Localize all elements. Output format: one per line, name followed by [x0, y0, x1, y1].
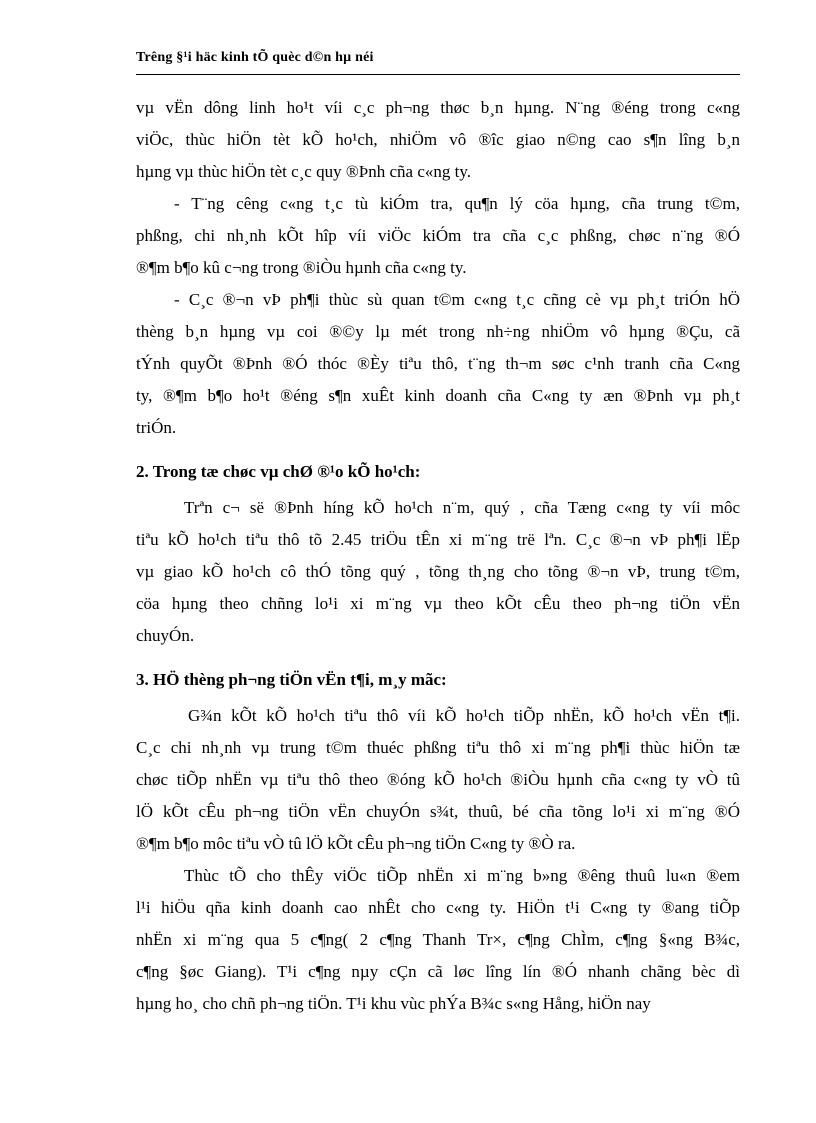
paragraph-line: cöa hµng theo chñng lo¹i xi m¨ng vµ theo kÕt cÊu theo ph¬ng tiÖn vËn — [136, 594, 740, 613]
paragraph-line: ®¶m b¶o môc tiªu vÒ tû lÖ kÕt cÊu ph¬ng tiÖn C«ng ty ®Ò ra. — [136, 834, 576, 853]
paragraph-line: viÖc, thùc hiÖn tèt kÕ ho¹ch, nhiÖm vô ®îc giao n©ng cao s¶n lîng b¸n — [136, 130, 740, 149]
section-gap — [136, 652, 740, 664]
section-gap — [136, 444, 740, 456]
paragraph-line: chøc tiÕp nhËn vµ tiªu thô theo ®óng kÕ ho¹ch ®iÒu hµnh cña c«ng ty vÒ tû — [136, 770, 740, 789]
document-body — [136, 92, 740, 1020]
page-header: Trêng §¹i häc kinh tÕ quèc d©n hµ néi — [136, 50, 374, 65]
paragraph-line: ®¶m b¶o kû c¬ng trong ®iÒu hµnh cña c«ng ty. — [136, 258, 467, 277]
section-heading: 2. Trong tæ chøc vµ chØ ®¹o kÕ ho¹ch: — [136, 462, 421, 481]
paragraph-line: thèng b¸n hµng vµ coi ®©y lµ mét trong nh÷ng nhiÖm vô hµng ®Çu, cã — [136, 322, 740, 341]
paragraph — [136, 284, 740, 444]
paragraph-line: tiªu kÕ ho¹ch tiªu thô tõ 2.45 triÖu tÊn xi m¨ng trë lªn. C¸c ®¬n vÞ ph¶i lËp — [136, 530, 740, 549]
paragraph-line: vµ vËn dông linh ho¹t víi c¸c ph¬ng thøc b¸n hµng. N¨ng ®éng trong c«ng — [136, 98, 740, 117]
paragraph-line: l¹i hiÖu qña kinh doanh cao nhÊt cho c«ng ty. HiÖn t¹i C«ng ty ®ang tiÕp — [136, 898, 740, 917]
paragraph-line: hµng vµ thùc hiÖn tèt c¸c quy ®Þnh cña c«ng ty. — [136, 162, 471, 181]
paragraph-line: tÝnh quyÕt ®Þnh ®Ó thóc ®Èy tiªu thô, t¨ng th¬m søc c¹nh tranh cña C«ng — [136, 354, 740, 373]
paragraph-line: C¸c chi nh¸nh vµ trung t©m thuéc phßng tiªu thô xi m¨ng ph¶i thùc hiÖn tæ — [136, 738, 740, 757]
paragraph-line: - C¸c ®¬n vÞ ph¶i thùc sù quan t©m c«ng t¸c cñng cè vµ ph¸t triÓn hÖ — [174, 290, 740, 309]
paragraph-line: - T¨ng cêng c«ng t¸c tù kiÓm tra, qu¶n lý cöa hµng, cña trung t©m, — [174, 194, 740, 213]
paragraph — [136, 92, 740, 188]
paragraph-line: c¶ng §øc Giang). T¹i c¶ng nµy cÇn cã løc lîng lín ®Ó nhanh chãng bèc dì — [136, 962, 740, 981]
paragraph-line: chuyÓn. — [136, 626, 195, 645]
paragraph-line: Trªn c¬ së ®Þnh híng kÕ ho¹ch n¨m, quý , cña Tæng c«ng ty víi môc — [184, 498, 740, 517]
paragraph-line: vµ giao kÕ ho¹ch cô thÓ tõng quý , tõng th¸ng cho tõng ®¬n vÞ, trung t©m, — [136, 562, 740, 581]
paragraph-line: Thùc tÕ cho thÊy viÖc tiÕp nhËn xi m¨ng b»ng ®êng thuû lu«n ®em — [184, 866, 740, 885]
header-divider — [136, 74, 740, 75]
section-heading: 3. HÖ thèng ph¬ng tiÖn vËn t¶i, m¸y mãc: — [136, 670, 447, 689]
paragraph — [136, 188, 740, 284]
paragraph — [136, 492, 740, 652]
paragraph-line: G¾n kÕt kÕ ho¹ch tiªu thô víi kÕ ho¹ch tiÕp nhËn, kÕ ho¹ch vËn t¶i. — [188, 706, 740, 725]
paragraph-line: phßng, chi nh¸nh kÕt hîp víi viÖc kiÓm tra cña c¸c phßng, chøc n¨ng ®Ó — [136, 226, 740, 245]
paragraph-line: ty, ®¶m b¶o ho¹t ®éng s¶n xuÊt kinh doanh cña C«ng ty æn ®Þnh vµ ph¸t — [136, 386, 740, 405]
paragraph — [136, 860, 740, 1020]
paragraph-line: triÓn. — [136, 418, 177, 437]
paragraph-line: hµng ho¸ cho chñ ph¬ng tiÖn. T¹i khu vùc phÝa B¾c s«ng Hång, hiÖn nay — [136, 994, 651, 1013]
paragraph-line: nhËn xi m¨ng qua 5 c¶ng( 2 c¶ng Thanh Tr×, c¶ng ChÌm, c¶ng §«ng B¾c, — [136, 930, 740, 949]
paragraph-line: lÖ kÕt cÊu ph¬ng tiÖn vËn chuyÓn s¾t, thuû, bé cña tõng lo¹i xi m¨ng ®Ó — [136, 802, 740, 821]
paragraph — [136, 700, 740, 860]
